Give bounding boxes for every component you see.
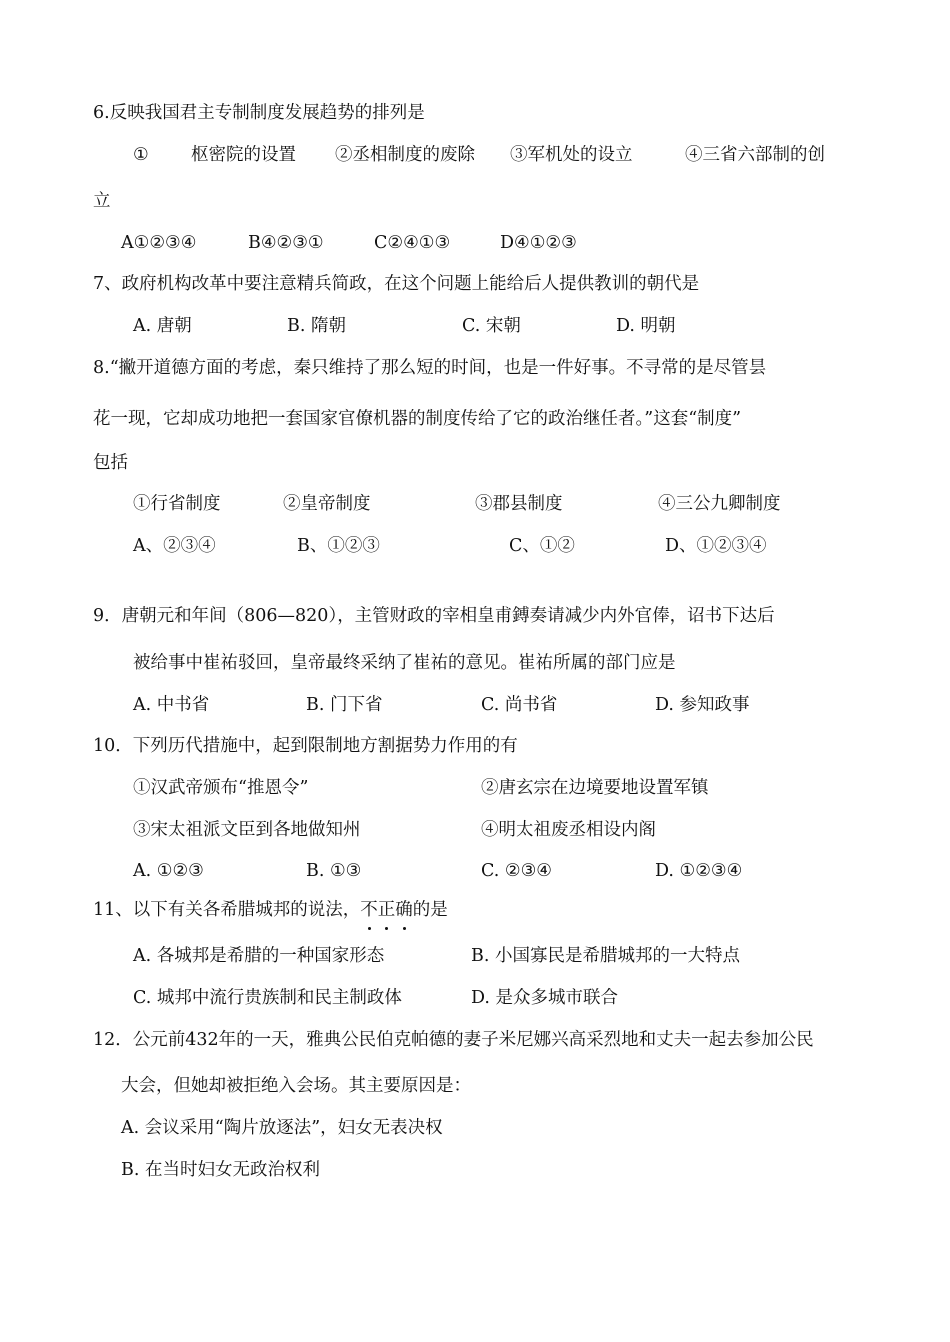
q9-option-d: D. 参知政事 xyxy=(655,695,750,715)
q10-item-2: ②唐玄宗在边境要地设置军镇 xyxy=(481,778,709,798)
q6-stem: 6.反映我国君主专制制度发展趋势的排列是 xyxy=(93,103,425,123)
q11-option-c: C. 城邦中流行贵族制和民主制政体 xyxy=(133,988,402,1008)
q11-emphasis-char-2: 正 xyxy=(377,900,396,920)
q11-stem-before: 11、以下有关各希腊城邦的说法， xyxy=(93,900,361,920)
q10-option-a: A. ①②③ xyxy=(133,861,204,881)
q6-item-4: ④三省六部制的创 xyxy=(685,145,825,165)
q6-option-b: B④②③① xyxy=(248,233,324,253)
q6-option-a: A①②③④ xyxy=(121,233,197,253)
q11-option-b: B. 小国寡民是希腊城邦的一大特点 xyxy=(471,946,740,966)
q10-item-1: ①汉武帝颁布“推恩令” xyxy=(133,778,309,798)
q10-stem: 10．下列历代措施中，起到限制地方割据势力作用的有 xyxy=(93,736,518,756)
q9-option-c: C. 尚书省 xyxy=(481,695,558,715)
q12-option-b: B. 在当时妇女无政治权利 xyxy=(121,1160,320,1180)
q7-option-a: A. 唐朝 xyxy=(133,316,192,336)
q8-item-3: ③郡县制度 xyxy=(475,494,563,514)
q6-item-2: ②丞相制度的废除 xyxy=(335,145,475,165)
q6-item-1: ① xyxy=(133,145,149,165)
q11-option-a: A. 各城邦是希腊的一种国家形态 xyxy=(133,946,385,966)
q6-item-1-text: 枢密院的设置 xyxy=(191,145,296,165)
q8-option-b: B、①②③ xyxy=(297,536,380,556)
q6-option-c: C②④①③ xyxy=(374,233,451,253)
q8-option-a: A、②③④ xyxy=(133,536,216,556)
q10-item-4: ④明太祖废丞相设内阁 xyxy=(481,820,656,840)
q8-item-4: ④三公九卿制度 xyxy=(658,494,781,514)
q8-stem-line-3: 包括 xyxy=(93,453,128,473)
q11-stem xyxy=(93,898,448,922)
q6-item-3: ③军机处的设立 xyxy=(510,145,633,165)
q11-stem-after: 的是 xyxy=(412,900,448,920)
q8-option-c: C、①② xyxy=(509,536,575,556)
q8-option-d: D、①②③④ xyxy=(665,536,767,556)
q9-option-b: B. 门下省 xyxy=(306,695,383,715)
q9-stem-line-2: 被给事中崔祐驳回，皇帝最终采纳了崔祐的意见。崔祐所属的部门应是 xyxy=(133,653,676,673)
q7-option-b: B. 隋朝 xyxy=(287,316,346,336)
q6-item-4-continuation: 立 xyxy=(93,191,111,211)
q10-option-d: D. ①②③④ xyxy=(655,861,743,881)
q9-option-a: A. 中书省 xyxy=(133,695,210,715)
q10-option-c: C. ②③④ xyxy=(481,861,552,881)
q10-item-3: ③宋太祖派文臣到各地做知州 xyxy=(133,820,361,840)
q7-option-c: C. 宋朝 xyxy=(462,316,521,336)
q8-stem-line-1: 8.“撇开道德方面的考虑，秦只维持了那么短的时间，也是一件好事。不寻常的是尽管昙 xyxy=(93,358,767,378)
q7-option-d: D. 明朝 xyxy=(616,316,676,336)
q9-stem-line-1: 9．唐朝元和年间（806—820），主管财政的宰相皇甫鎛奏请减少内外官俸，诏书下达后 xyxy=(93,606,775,626)
q6-option-d: D④①②③ xyxy=(500,233,577,253)
q11-option-d: D. 是众多城市联合 xyxy=(471,988,619,1008)
q8-item-1: ①行省制度 xyxy=(133,494,221,514)
q10-option-b: B. ①③ xyxy=(306,861,362,881)
q12-option-a: A. 会议采用“陶片放逐法”，妇女无表决权 xyxy=(121,1118,443,1138)
q8-stem-line-2: 花一现，它却成功地把一套国家官僚机器的制度传给了它的政治继任者。”这套“制度” xyxy=(93,409,742,429)
q7-stem: 7、政府机构改革中要注意精兵简政，在这个问题上能给后人提供教训的朝代是 xyxy=(93,274,700,294)
q8-item-2: ②皇帝制度 xyxy=(283,494,371,514)
q11-emphasis-char-3: 确 xyxy=(395,900,413,920)
q11-emphasis-char-1: 不 xyxy=(360,900,378,920)
q12-stem-line-1: 12．公元前432年的一天，雅典公民伯克帕德的妻子米尼娜兴高采烈地和丈夫一起去参加公民 xyxy=(93,1030,814,1050)
q12-stem-line-2: 大会，但她却被拒绝入会场。其主要原因是： xyxy=(121,1076,471,1096)
